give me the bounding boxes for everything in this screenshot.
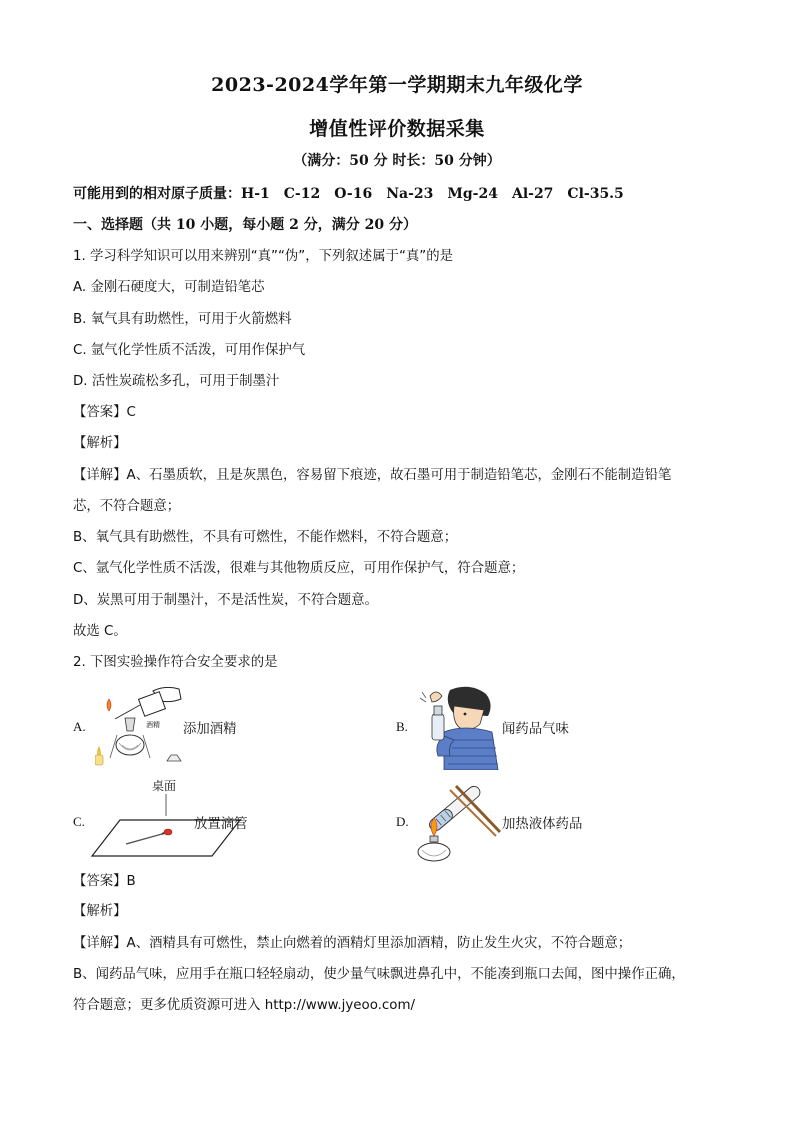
q2-option-a-label: 添加酒精 — [183, 722, 237, 737]
section-heading: 一、选择题（共 10 小题，每小题 2 分，满分 20 分） — [73, 217, 417, 233]
smell-chemical-figure — [414, 684, 500, 770]
q1-detail-line: B、氧气具有助燃性，不具有可燃性，不能作燃料，不符合题意； — [73, 530, 458, 545]
q1-option-a: A. 金刚石硬度大，可制造铅笔芯 — [73, 280, 265, 295]
q1-stem: 1. 学习科学知识可以用来辨别“真”“伪”，下列叙述属于“真”的是 — [73, 249, 454, 264]
desk-label: 桌面 — [152, 779, 177, 793]
exam-title: 2023-2024学年第一学期期末九年级化学 — [211, 74, 583, 96]
q2-stem: 2. 下图实验操作符合安全要求的是 — [73, 655, 278, 670]
alcohol-bottle-label: 酒精 — [146, 721, 160, 729]
exam-meta: （满分：50 分 时长：50 分钟） — [293, 153, 501, 169]
q2-detail-line: 【详解】A、酒精具有可燃性，禁止向燃着的酒精灯里添加酒精，防止发生火灾，不符合题意； — [73, 936, 632, 951]
q2-option-b-letter: B. — [396, 719, 408, 734]
heat-liquid-figure — [412, 776, 504, 862]
q1-detail-line: C、氩气化学性质不活泼，很难与其他物质反应，可用作保护气，符合题意； — [73, 561, 525, 576]
q2-detail-line: 符合题意；更多优质资源可进入 http://www.jyeoo.com/ — [73, 998, 416, 1013]
q1-answer: 【答案】C — [73, 405, 136, 420]
atomic-masses: 可能用到的相对原子质量：H-1 C-12 O-16 Na-23 Mg-24 Al-27 Cl-35.5 — [73, 186, 624, 202]
exam-subtitle: 增值性评价数据采集 — [309, 118, 485, 140]
q2-option-c-label: 放置滴管 — [194, 817, 248, 832]
q2-option-b-label: 闻药品气味 — [502, 722, 569, 737]
q1-conclusion: 故选 C。 — [73, 624, 127, 639]
q1-detail-line: D、炭黑可用于制墨汁，不是活性炭，不符合题意。 — [73, 593, 378, 608]
q2-detail-line: B、闻药品气味，应用手在瓶口轻轻扇动，使少量气味飘进鼻孔中，不能凑到瓶口去闻，图中操作正确， — [73, 967, 685, 982]
q1-detail-line: 【详解】A、石墨质软，且是灰黑色，容易留下痕迹，故石墨可用于制造铅笔芯，金刚石不能制造铅笔 — [73, 468, 672, 483]
q1-option-d: D. 活性炭疏松多孔，可用于制墨汁 — [73, 374, 280, 389]
add-alcohol-figure — [95, 683, 185, 768]
q1-option-c: C. 氩气化学性质不活泼，可用作保护气 — [73, 343, 306, 358]
q2-option-d-letter: D. — [396, 814, 409, 829]
q2-analysis-label: 【解析】 — [73, 904, 127, 919]
q2-option-a-letter: A. — [73, 719, 86, 734]
q2-answer: 【答案】B — [73, 874, 136, 889]
q1-detail-line: 芯，不符合题意； — [73, 499, 181, 514]
q2-option-d-label: 加热液体药品 — [502, 817, 583, 832]
q1-option-b: B. 氧气具有助燃性，可用于火箭燃料 — [73, 312, 292, 327]
q2-option-c-letter: C. — [73, 814, 85, 829]
q1-analysis-label: 【解析】 — [73, 436, 127, 451]
